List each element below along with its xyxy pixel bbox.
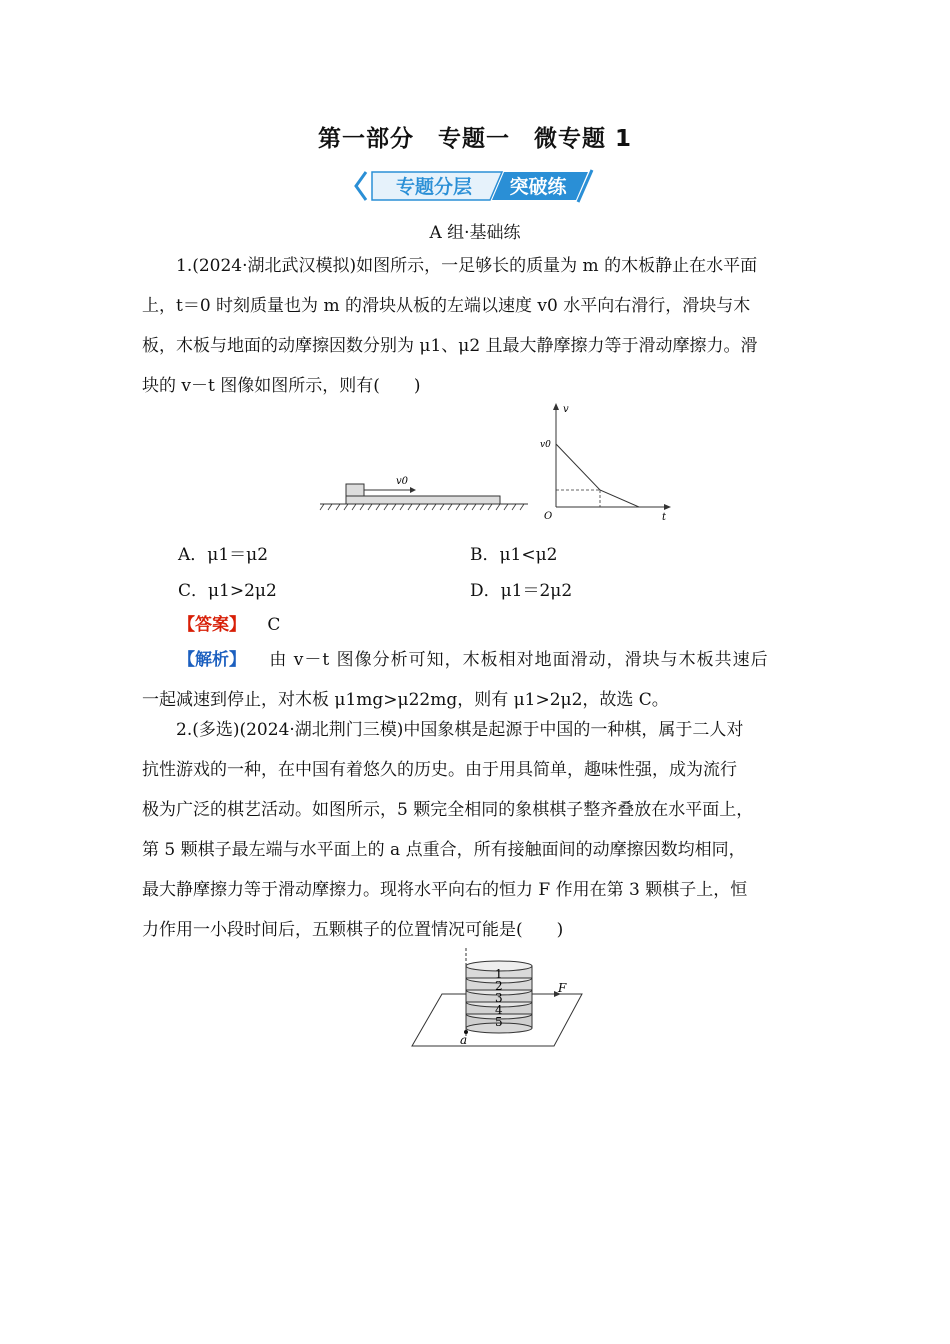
option-a[interactable]: A．μ1＝μ2 (178, 545, 269, 565)
q2-line: 2.(多选)(2024·湖北荆门三模)中国象棋是起源于中国的一种棋，属于二人对 (176, 720, 744, 740)
question-2 (142, 710, 810, 950)
left-chevron-icon (356, 172, 366, 200)
analysis-tag: 【解析】 (178, 650, 246, 670)
ground-hatching (320, 504, 524, 510)
section-banner (352, 166, 602, 206)
question-1 (142, 246, 810, 406)
answer-row (178, 610, 280, 635)
option-c[interactable]: C．μ1>2μ2 (178, 581, 277, 601)
origin-label: O (544, 511, 553, 522)
option-d[interactable]: D．μ1＝2μ2 (470, 581, 573, 601)
answer-tag: 【答案】 (178, 615, 246, 635)
wooden-board (346, 496, 500, 504)
board-slider-figure (318, 470, 530, 515)
v-axis-label: v (563, 404, 569, 415)
analysis-text: 由 v－t 图像分析可知，木板相对地面滑动，滑块与木板共速后 (269, 650, 769, 670)
answer-value: C (267, 615, 281, 635)
v0-label: v0 (396, 476, 409, 487)
q2-line: 抗性游戏的一种，在中国有着悠久的历史。由于用具简单，趣味性强，成为流行 (142, 760, 737, 780)
piece-label-5: 5 (495, 1015, 503, 1029)
q2-line: 最大静摩擦力等于滑动摩擦力。现将水平向右的恒力 F 作用在第 3 颗棋子上，恒 (142, 880, 748, 900)
q2-line: 力作用一小段时间后，五颗棋子的位置情况可能是( ) (142, 920, 564, 940)
banner-left-text: 专题分层 (395, 176, 473, 198)
q1-line: 上，t＝0 时刻质量也为 m 的滑块从板的左端以速度 v0 水平向右滑行，滑块与木 (142, 296, 751, 316)
q1-line: 块的 v－t 图像如图所示，则有( ) (142, 376, 421, 396)
q2-line: 极为广泛的棋艺活动。如图所示，5 颗完全相同的象棋棋子整齐叠放在水平面上， (142, 800, 754, 820)
option-b[interactable]: B．μ1<μ2 (470, 545, 558, 565)
point-a-label: a (460, 1033, 468, 1047)
piece-label-3: 3 (495, 991, 503, 1005)
force-label: F (558, 981, 567, 995)
analysis (142, 640, 810, 720)
analysis-text: 一起减速到停止，对木板 μ1mg>μ22mg，则有 μ1>2μ2，故选 C。 (142, 690, 669, 710)
q1-line: 1.(2024·湖北武汉模拟)如图所示，一足够长的质量为 m 的木板静止在水平面 (176, 256, 758, 276)
velocity-curve (556, 444, 639, 507)
slider-block (346, 484, 364, 496)
v0-tick-label: v0 (540, 440, 551, 450)
arrow-head-icon (410, 487, 416, 493)
chess-stack-figure (406, 944, 586, 1056)
q2-line: 第 5 颗棋子最左端与水平面上的 a 点重合，所有接触面间的动摩擦因数均相同， (142, 840, 746, 860)
page-title: 第一部分 专题一 微专题 1 (317, 126, 632, 152)
banner-right-text: 突破练 (509, 176, 567, 198)
piece-label-4: 4 (495, 1003, 503, 1017)
v-axis-arrow-icon (553, 403, 559, 410)
piece-label-2: 2 (495, 979, 503, 993)
t-axis-arrow-icon (664, 504, 671, 510)
piece-label-1: 1 (495, 967, 503, 981)
t-axis-label: t (662, 512, 667, 523)
group-title: A 组·基础练 (429, 223, 521, 243)
q1-line: 板，木板与地面的动摩擦因数分别为 μ1、μ2 且最大静摩擦力等于滑动摩擦力。滑 (142, 336, 758, 356)
vt-graph (536, 400, 676, 526)
